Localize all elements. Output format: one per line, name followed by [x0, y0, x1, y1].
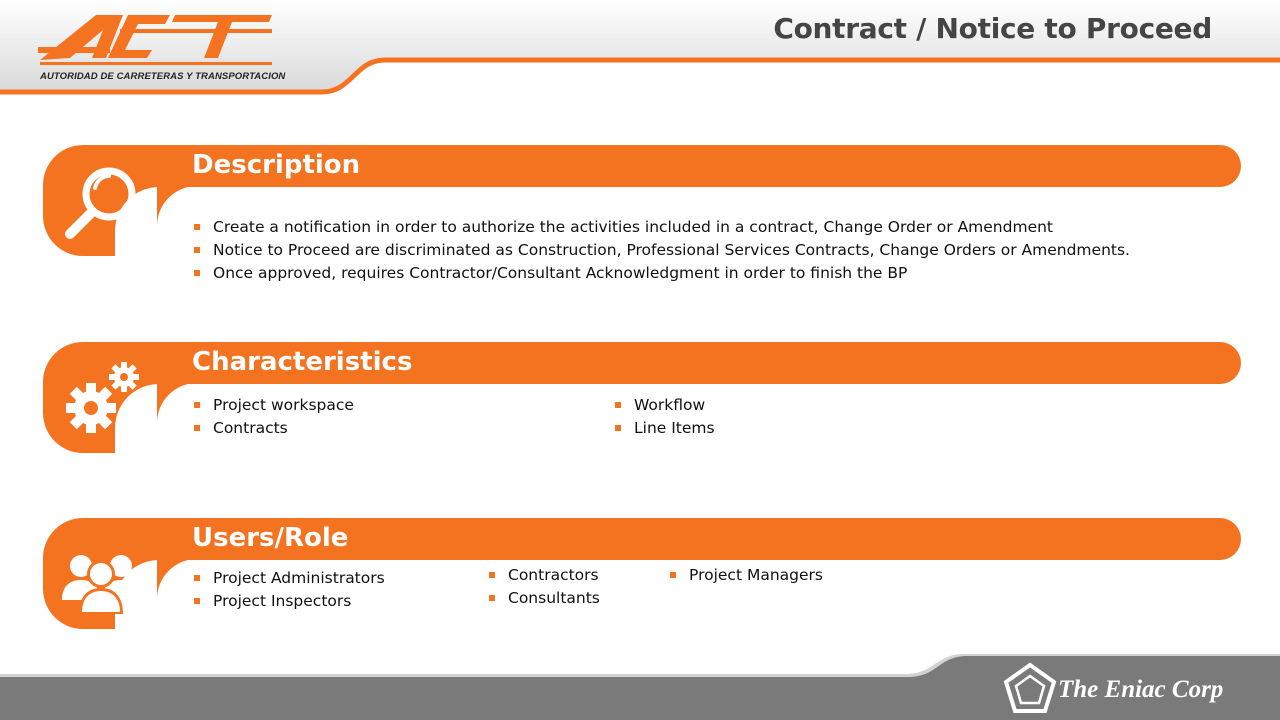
list-item: Project Inspectors	[193, 590, 385, 613]
users-group-icon	[59, 532, 143, 616]
users-role-col1	[193, 567, 385, 613]
magnifier-icon	[59, 159, 143, 243]
list-item: Project Administrators	[193, 567, 385, 590]
users-role-section	[43, 518, 1241, 629]
characteristics-section	[43, 342, 1241, 453]
users-role-col2	[488, 564, 600, 610]
list-item: Create a notification in order to authorize the activities included in a contract, Change Order or Amendment	[193, 216, 1130, 239]
list-item: Contracts	[193, 417, 354, 440]
gears-icon	[59, 356, 143, 440]
users-role-col3	[669, 564, 823, 587]
list-item: Consultants	[488, 587, 600, 610]
list-item: Contractors	[488, 564, 600, 587]
brand-name: The Eniac Corp	[1058, 676, 1224, 703]
list-item: Workflow	[614, 394, 715, 417]
characteristics-title: Characteristics	[192, 347, 413, 377]
list-item: Once approved, requires Contractor/Consultant Acknowledgment in order to finish the BP	[193, 262, 1130, 285]
description-section	[43, 145, 1241, 282]
logo-subtitle: AUTORIDAD DE CARRETERAS Y TRANSPORTACION	[40, 71, 286, 82]
list-item: Project Managers	[669, 564, 823, 587]
characteristics-col1	[193, 394, 354, 440]
header	[0, 0, 1280, 100]
users-role-title: Users/Role	[192, 523, 349, 553]
list-item: Line Items	[614, 417, 715, 440]
list-item: Notice to Proceed are discriminated as Construction, Professional Services Contracts, Change Orders or Amendments.	[193, 239, 1130, 262]
characteristics-col2	[614, 394, 715, 440]
pentagon-logo-icon	[1003, 662, 1057, 714]
description-title: Description	[192, 150, 361, 180]
description-bullets	[193, 216, 1130, 285]
page-title: Contract / Notice to Proceed	[773, 12, 1212, 45]
list-item: Project workspace	[193, 394, 354, 417]
